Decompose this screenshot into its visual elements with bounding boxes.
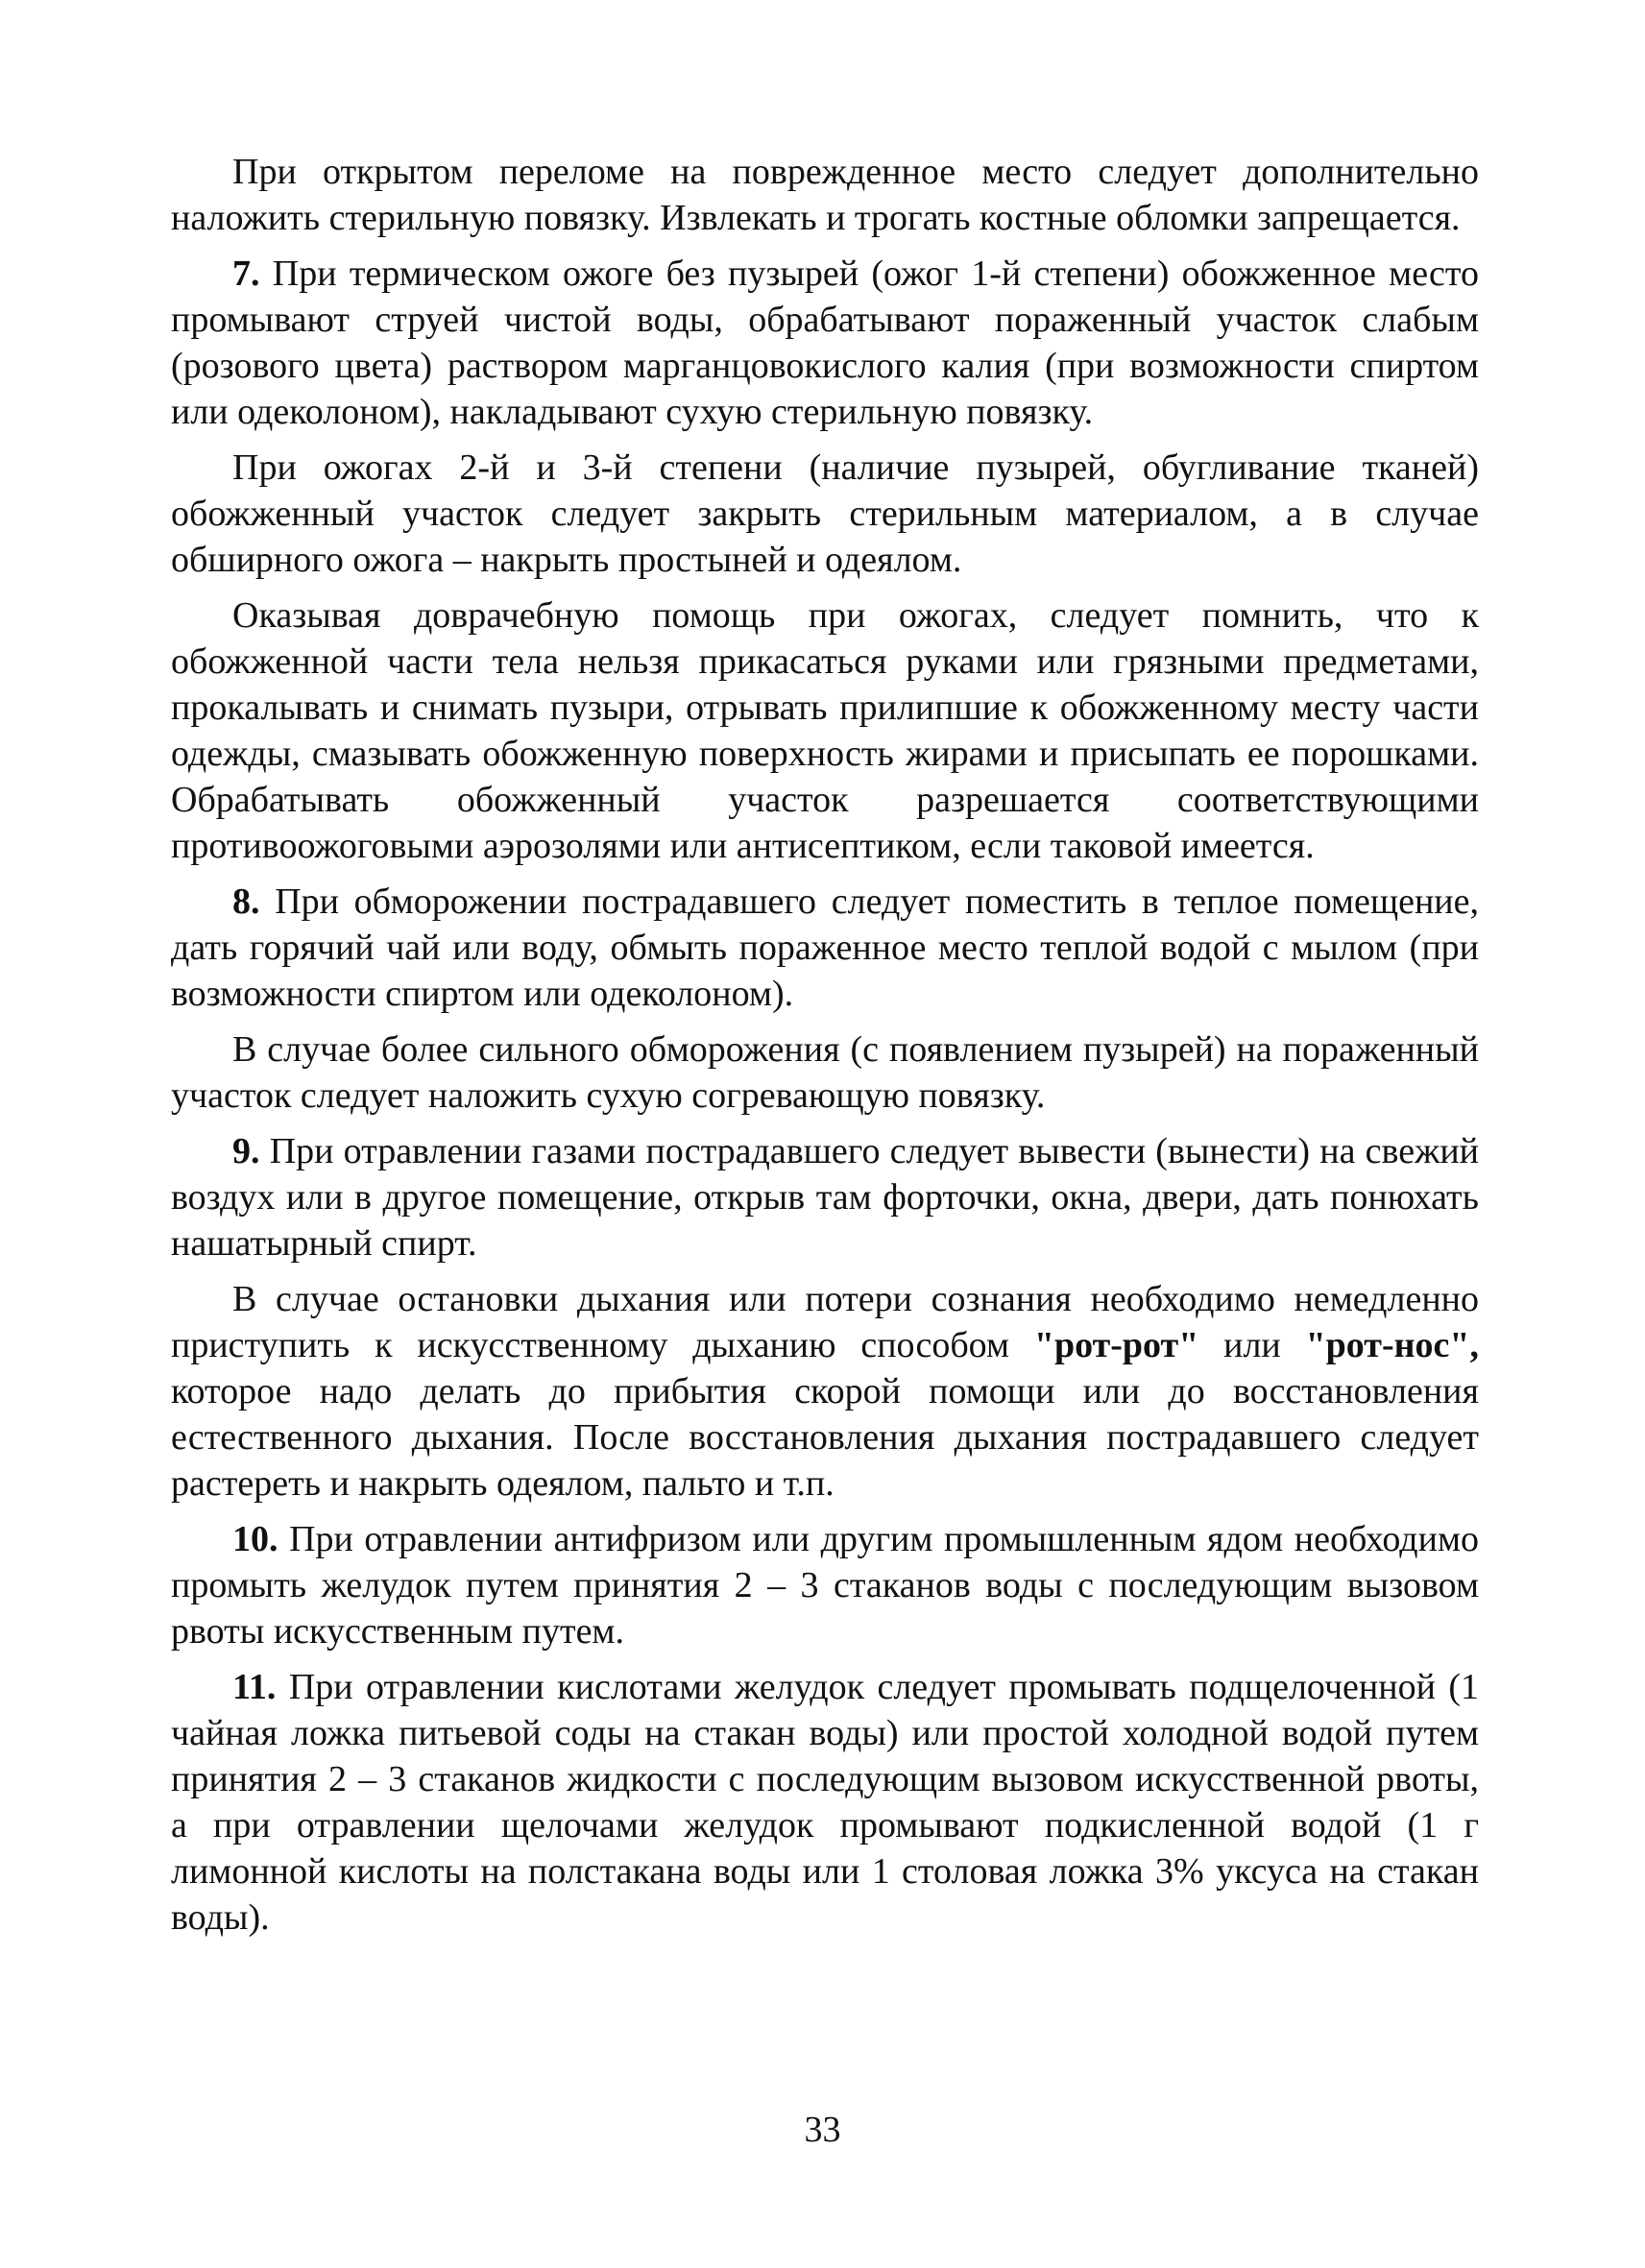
item-number: 7. (232, 253, 260, 294)
item-number: 9. (232, 1131, 260, 1171)
paragraph-text: При открытом переломе на поврежденное место следует дополнительно наложить стерильную повязку. Извлекать и трогать костные обломки запрещается. (171, 152, 1479, 238)
paragraph-text: При отравлении газами пострадавшего следует вывести (вынести) на свежий воздух или в другое помещение, открыв там форточки, окна, двери, дать понюхать нашатырный спирт. (171, 1131, 1479, 1264)
paragraph-text: В случае более сильного обморожения (с появлением пузырей) на пораженный участок следует наложить сухую согревающую повязку. (171, 1029, 1479, 1116)
paragraph-text: При отравлении антифризом или другим промышленным ядом необходимо промыть желудок путем принятия 2 – 3 стаканов воды с последующим вызовом рвоты искусственным путем. (171, 1519, 1480, 1652)
item-number: 10. (232, 1519, 278, 1559)
paragraph-severe-frostbite (171, 1026, 1479, 1119)
paragraph-text: При ожогах 2-й и 3-й степени (наличие пузырей, обугливание тканей) обожженный участок следует закрыть стерильным материалом, а в случае обширного ожога – накрыть простыней и одеялом. (171, 447, 1479, 580)
paragraph-text: При обморожении пострадавшего следует поместить в теплое помещение, дать горячий чай или воду, обмыть пораженное место теплой водой с мылом (при возможности спиртом или одеколоном). (171, 881, 1479, 1014)
paragraph-text: При термическом ожоге без пузырей (ожог 1-й степени) обожженное место промывают струей чистой воды, обрабатывают пораженный участок слабым (розового цвета) раствором марганцовокислого калия (при возможности спиртом или одеколоном), накладывают сухую стерильную повязку. (171, 253, 1480, 432)
paragraph-acid-poisoning (171, 1664, 1479, 1941)
document-body (171, 149, 1479, 1950)
paragraph-thermal-burn (171, 251, 1479, 435)
paragraph-burn-first-aid (171, 592, 1479, 869)
item-number: 11. (232, 1667, 277, 1707)
item-number: 8. (232, 881, 260, 922)
method-mouth-to-nose: "рот-нос", (1305, 1325, 1479, 1365)
paragraph-text: В случае остановки дыхания или потери сознания необходимо немедленно приступить к искусственному дыханию способом (171, 1279, 1479, 1365)
paragraph-text: При отравлении кислотами желудок следует промывать подщелоченной (1 чайная ложка питьевой соды на стакан воды) или простой холодной водой путем принятия 2 – 3 стаканов жидкости с последующим вызовом искусственной рвоты, а при отравлении щелочами желудок промывают подкисленной водой (1 г лимонной кислоты на полстакана воды или 1 столовая ложка 3% уксуса на стакан воды). (171, 1667, 1480, 1938)
paragraph-artificial-respiration (171, 1276, 1479, 1507)
paragraph-open-fracture (171, 149, 1479, 241)
paragraph-antifreeze-poisoning (171, 1516, 1479, 1654)
paragraph-frostbite (171, 879, 1479, 1017)
paragraph-text: которое надо делать до прибытия скорой помощи или до восстановления естественного дыхания. После восстановления дыхания пострадавшего следует растереть и накрыть одеялом, пальто и т.п. (171, 1371, 1479, 1504)
page-number: 33 (804, 2110, 841, 2150)
paragraph-gas-poisoning (171, 1128, 1479, 1267)
paragraph-text: Оказывая доврачебную помощь при ожогах, следует помнить, что к обожженной части тела нельзя прикасаться руками или грязными предметами, прокалывать и снимать пузыри, отрывать прилипшие к обожженному месту части одежды, смазывать обожженную поверхность жирами и присыпать ее порошками. Обрабатывать обожженный участок разрешается соответствующими противоожоговыми аэрозолями или антисептиком, если таковой имеется. (171, 595, 1479, 866)
paragraph-text: или (1198, 1325, 1306, 1365)
paragraph-burn-degrees (171, 445, 1479, 583)
method-mouth-to-mouth: "рот-рот" (1033, 1325, 1199, 1365)
